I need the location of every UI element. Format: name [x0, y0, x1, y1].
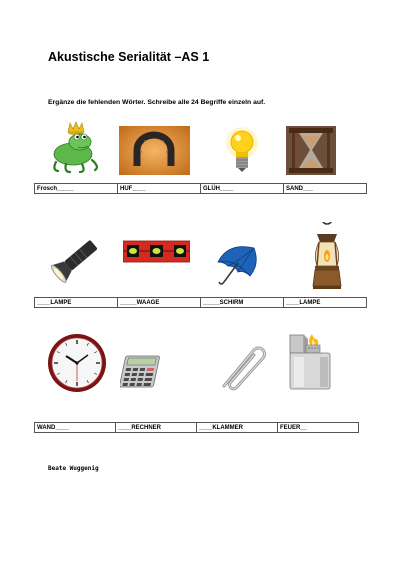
- umbrella-icon: [214, 240, 262, 288]
- paper-clip-icon: [214, 340, 268, 392]
- horseshoe-icon: [119, 126, 190, 175]
- word-cell: ____KLAMMER: [197, 423, 278, 432]
- wall-clock-icon: [47, 333, 107, 393]
- worksheet-title: Akustische Serialität –AS 1: [48, 50, 210, 64]
- lighter-icon: [286, 333, 336, 391]
- word-cell: WAND____: [35, 423, 116, 432]
- word-cell: ____RECHNER: [116, 423, 197, 432]
- word-cell: Frosch_____: [35, 184, 118, 193]
- hourglass-icon: [286, 126, 336, 175]
- calculator-icon: [120, 355, 162, 389]
- word-cell: FEUER__: [280, 425, 308, 431]
- author-name: Beate Wuggenig: [48, 465, 99, 472]
- instruction-text: Ergänze die fehlenden Wörter. Schreibe alle 24 Begriffe einzeln auf.: [48, 99, 266, 106]
- word-cell: SAND___: [286, 186, 314, 192]
- word-cell: _____WAAGE: [118, 298, 201, 307]
- word-cell: GLÜH____: [201, 184, 284, 193]
- word-cell: _____SCHIRM: [201, 298, 284, 307]
- word-cell: ____LAMPE: [286, 300, 321, 306]
- light-bulb-icon: [223, 126, 261, 175]
- word-row-3: [34, 422, 359, 433]
- word-row-1: [34, 183, 367, 194]
- frog-with-crown-icon: [48, 120, 103, 175]
- word-row-2: [34, 297, 367, 308]
- flashlight-icon: [46, 236, 102, 286]
- spirit-level-icon: [123, 240, 190, 264]
- word-cell: ____LAMPE: [35, 298, 118, 307]
- oil-lantern-icon: [307, 222, 347, 290]
- word-cell: HUF____: [118, 184, 201, 193]
